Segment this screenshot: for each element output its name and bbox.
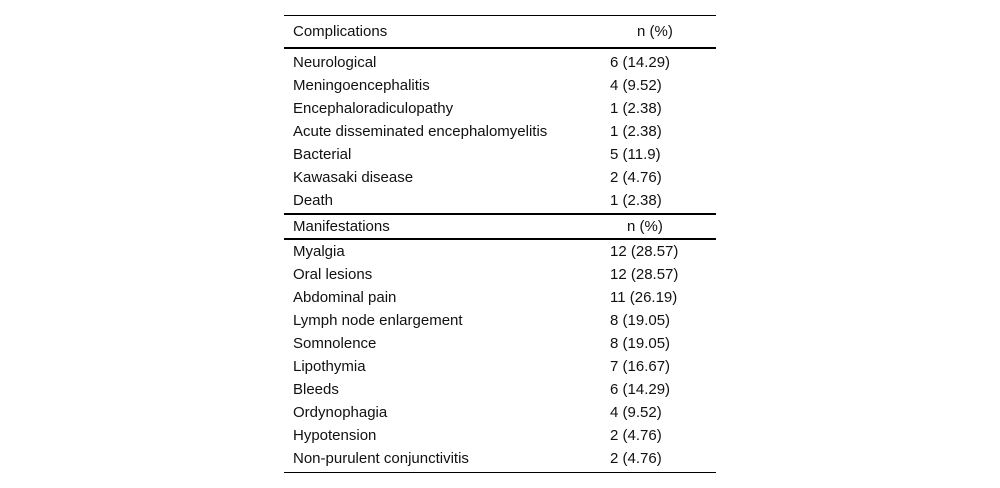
table-bottom-rule	[284, 472, 716, 473]
table-row	[284, 332, 716, 355]
row-label: Bacterial	[293, 146, 352, 163]
row-label: Meningoencephalitis	[293, 77, 430, 94]
complications-header-value: n (%)	[637, 23, 673, 40]
table-row	[284, 166, 716, 189]
manifestations-header-value: n (%)	[627, 218, 663, 235]
manifestations-body	[284, 240, 716, 472]
row-value: 1 (2.38)	[610, 123, 662, 140]
complications-table	[284, 15, 716, 473]
table-row	[284, 309, 716, 332]
row-value: 4 (9.52)	[610, 404, 662, 421]
row-label: Myalgia	[293, 243, 345, 260]
row-label: Somnolence	[293, 335, 377, 352]
row-value: 2 (4.76)	[610, 450, 662, 467]
row-label: Acute disseminated encephalomyelitis	[293, 123, 548, 140]
complications-header-row	[284, 16, 716, 47]
row-label: Encephaloradiculopathy	[293, 100, 454, 117]
row-value: 8 (19.05)	[610, 335, 671, 352]
row-value: 12 (28.57)	[610, 243, 679, 260]
row-value: 4 (9.52)	[610, 77, 662, 94]
row-label: Bleeds	[293, 381, 339, 398]
row-value: 6 (14.29)	[610, 54, 671, 71]
row-label: Lymph node enlargement	[293, 312, 463, 329]
table-row	[284, 424, 716, 447]
table-row	[284, 189, 716, 212]
manifestations-header-row	[284, 215, 716, 238]
table-row	[284, 74, 716, 97]
row-value: 8 (19.05)	[610, 312, 671, 329]
complications-header-label: Complications	[293, 23, 388, 40]
row-value: 6 (14.29)	[610, 381, 671, 398]
row-label: Death	[293, 192, 334, 209]
table-row	[284, 240, 716, 263]
row-value: 5 (11.9)	[610, 146, 661, 163]
table-row	[284, 355, 716, 378]
table-row	[284, 120, 716, 143]
table-row	[284, 401, 716, 424]
row-label: Ordynophagia	[293, 404, 388, 421]
complications-body	[284, 49, 716, 213]
row-value: 12 (28.57)	[610, 266, 679, 283]
row-label: Kawasaki disease	[293, 169, 414, 186]
table-row	[284, 447, 716, 470]
table-row	[284, 51, 716, 74]
row-value: 2 (4.76)	[610, 427, 662, 444]
row-label: Hypotension	[293, 427, 377, 444]
row-label: Non-purulent conjunctivitis	[293, 450, 469, 467]
row-label: Lipothymia	[293, 358, 366, 375]
row-value: 1 (2.38)	[610, 100, 662, 117]
table-row	[284, 286, 716, 309]
row-value: 7 (16.67)	[610, 358, 671, 375]
table-row	[284, 143, 716, 166]
row-label: Oral lesions	[293, 266, 373, 283]
row-label: Neurological	[293, 54, 377, 71]
row-label: Abdominal pain	[293, 289, 397, 306]
row-value: 2 (4.76)	[610, 169, 662, 186]
table-row	[284, 97, 716, 120]
table-row	[284, 378, 716, 401]
manifestations-header-label: Manifestations	[293, 218, 390, 235]
row-value: 1 (2.38)	[610, 192, 662, 209]
table-row	[284, 263, 716, 286]
row-value: 11 (26.19)	[610, 289, 678, 306]
